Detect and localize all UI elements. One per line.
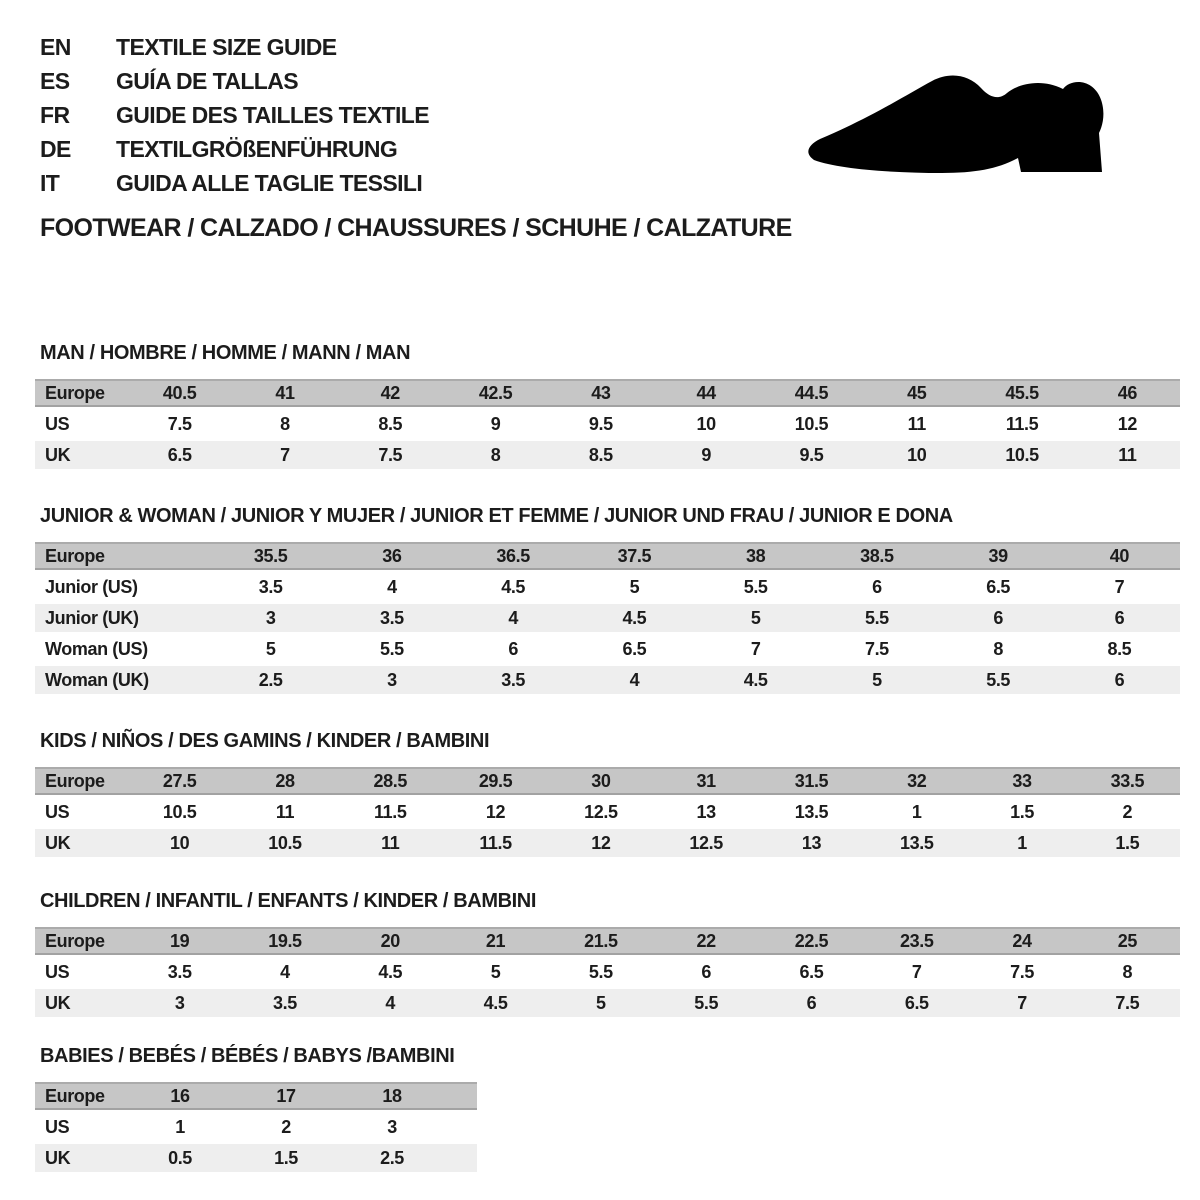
size-value-cell: 8 [490, 445, 501, 465]
size-table-header-row [35, 767, 1180, 795]
row-label-cell: US [45, 802, 70, 822]
guide-title-en: TEXTILE SIZE GUIDE [116, 33, 337, 60]
guide-title-de: TEXTILGRÖßENFÜHRUNG [116, 135, 398, 162]
size-value-cell: 1.5 [274, 1148, 298, 1168]
size-value-cell: 40 [1109, 546, 1129, 566]
size-value-cell: 21 [485, 931, 506, 951]
language-row-it [40, 166, 429, 200]
row-label-cell: Junior (US) [45, 577, 138, 597]
man-section [35, 341, 1180, 472]
size-value-cell: 8.5 [378, 414, 403, 434]
size-value-cell: 9 [490, 414, 501, 434]
size-value-cell: 6 [508, 639, 518, 659]
size-table-row [35, 441, 1180, 469]
row-label-cell: US [45, 414, 70, 434]
language-code: DE [40, 135, 71, 162]
size-value-cell: 25 [1117, 931, 1137, 951]
size-value-cell: 24 [1012, 931, 1032, 951]
size-value-cell: 28 [275, 771, 295, 791]
size-value-cell: 1.5 [1010, 802, 1034, 822]
size-value-cell: 10 [696, 414, 716, 434]
babies-table-title: BABIES / BEBÉS / BÉBÉS / BABYS /BAMBINI [40, 1045, 455, 1067]
size-value-cell: 43 [591, 383, 611, 403]
size-value-cell: 5 [629, 577, 640, 597]
size-value-cell: 1 [1017, 833, 1027, 853]
size-value-cell: 3 [265, 608, 276, 628]
man-table-title: MAN / HOMBRE / HOMME / MANN / MAN [40, 342, 411, 364]
size-value-cell: 11 [907, 414, 926, 434]
size-value-cell: 33 [1012, 771, 1032, 791]
size-value-cell: 6 [1114, 670, 1125, 690]
size-value-cell: 10 [170, 833, 190, 853]
size-value-cell: 38.5 [860, 546, 894, 566]
man-size-table [35, 379, 1180, 469]
size-value-cell: 4 [385, 993, 396, 1013]
size-value-cell: 11.5 [1005, 414, 1039, 434]
row-label-cell: Europe [45, 1086, 105, 1106]
size-value-cell: 31.5 [794, 771, 829, 791]
size-value-cell: 11 [275, 802, 295, 822]
size-table-row [35, 604, 1180, 632]
size-value-cell: 31 [696, 771, 716, 791]
size-value-cell: 2 [1122, 802, 1133, 822]
size-value-cell: 3.5 [501, 670, 526, 690]
size-value-cell: 4 [387, 577, 397, 597]
size-value-cell: 7.5 [378, 445, 403, 465]
size-value-cell: 3 [174, 993, 185, 1013]
size-value-cell: 3 [387, 1117, 397, 1137]
size-value-cell: 4 [508, 608, 518, 628]
size-table-header-row [35, 379, 1180, 407]
size-value-cell: 7.5 [1115, 993, 1140, 1013]
size-value-cell: 8 [993, 639, 1003, 659]
children-section [35, 889, 1180, 1020]
size-value-cell: 3.5 [379, 608, 404, 628]
size-value-cell: 5.5 [743, 577, 768, 597]
size-value-cell: 4 [629, 670, 640, 690]
size-value-cell: 19.5 [268, 931, 302, 951]
size-table-row [35, 989, 1180, 1017]
size-value-cell: 13 [696, 802, 716, 822]
size-value-cell: 6 [1114, 608, 1125, 628]
size-value-cell: 7 [1017, 993, 1027, 1013]
guide-title-es: GUÍA DE TALLAS [116, 67, 298, 94]
size-value-cell: 7.5 [167, 414, 192, 434]
size-value-cell: 6.5 [167, 445, 192, 465]
size-value-cell: 22.5 [794, 931, 829, 951]
size-table-row [35, 635, 1180, 663]
row-label-cell: Woman (UK) [45, 670, 149, 690]
size-value-cell: 36.5 [496, 546, 530, 566]
size-value-cell: 44 [696, 383, 716, 403]
size-value-cell: 5.5 [694, 993, 719, 1013]
size-value-cell: 4.5 [743, 670, 768, 690]
size-value-cell: 1 [175, 1117, 185, 1137]
size-value-cell: 12 [591, 833, 611, 853]
size-value-cell: 38 [746, 546, 766, 566]
size-value-cell: 5 [265, 639, 276, 659]
size-table-row [35, 798, 1180, 826]
size-value-cell: 6 [872, 577, 882, 597]
babies-size-table [35, 1082, 477, 1172]
size-value-cell: 7.5 [864, 639, 889, 659]
size-value-cell: 8 [280, 414, 290, 434]
size-value-cell: 6.5 [986, 577, 1011, 597]
size-value-cell: 5 [750, 608, 761, 628]
size-value-cell: 3 [387, 670, 397, 690]
size-value-cell: 6 [806, 993, 817, 1013]
size-value-cell: 45.5 [1005, 383, 1039, 403]
row-label-cell: US [45, 962, 70, 982]
size-value-cell: 44.5 [794, 383, 829, 403]
size-value-cell: 21.5 [584, 931, 618, 951]
size-table-row [35, 1113, 477, 1141]
size-value-cell: 46 [1117, 383, 1137, 403]
language-code: EN [40, 33, 71, 60]
size-value-cell: 33.5 [1110, 771, 1145, 791]
size-value-cell: 3.5 [258, 577, 283, 597]
size-value-cell: 28.5 [373, 771, 407, 791]
guide-title-fr: GUIDE DES TAILLES TEXTILE [116, 101, 429, 128]
size-value-cell: 7 [280, 445, 290, 465]
size-value-cell: 10.5 [268, 833, 302, 853]
row-label-cell: UK [45, 993, 71, 1013]
size-value-cell: 4.5 [622, 608, 647, 628]
size-value-cell: 36 [382, 546, 402, 566]
size-value-cell: 12.5 [689, 833, 723, 853]
size-value-cell: 0.5 [168, 1148, 192, 1168]
children-size-table [35, 927, 1180, 1017]
size-value-cell: 12.5 [584, 802, 618, 822]
kids-size-table [35, 767, 1180, 857]
language-row-es [40, 64, 429, 98]
size-value-cell: 11.5 [479, 833, 512, 853]
size-value-cell: 29.5 [478, 771, 513, 791]
size-table-row [35, 958, 1180, 986]
size-value-cell: 11 [1118, 445, 1137, 465]
size-value-cell: 13 [801, 833, 822, 853]
size-value-cell: 41 [275, 383, 295, 403]
row-label-cell: UK [45, 1148, 71, 1168]
junior-woman-size-table [35, 542, 1180, 694]
language-row-fr [40, 98, 429, 132]
size-value-cell: 45 [907, 383, 927, 403]
size-value-cell: 5.5 [864, 608, 889, 628]
size-value-cell: 1.5 [1115, 833, 1140, 853]
size-value-cell: 6.5 [799, 962, 824, 982]
size-value-cell: 12 [1117, 414, 1137, 434]
size-value-cell: 10.5 [1005, 445, 1039, 465]
size-value-cell: 7.5 [1010, 962, 1034, 982]
size-value-cell: 9.5 [588, 414, 613, 434]
row-label-cell: Woman (US) [45, 639, 148, 659]
size-value-cell: 5 [596, 993, 606, 1013]
language-code: FR [40, 101, 70, 128]
size-value-cell: 7 [750, 639, 761, 659]
size-value-cell: 10 [907, 445, 927, 465]
size-value-cell: 5.5 [379, 639, 404, 659]
language-row-de [40, 132, 429, 166]
size-value-cell: 2 [281, 1117, 291, 1137]
kids-table-title: KIDS / NIÑOS / DES GAMINS / KINDER / BAMBINI [40, 730, 490, 752]
size-value-cell: 10.5 [162, 802, 197, 822]
language-title-block [40, 30, 429, 200]
size-value-cell: 9 [701, 445, 711, 465]
size-value-cell: 18 [382, 1086, 402, 1106]
size-value-cell: 40.5 [162, 383, 197, 403]
size-table-row [35, 666, 1180, 694]
size-value-cell: 8.5 [588, 445, 613, 465]
category-line: FOOTWEAR / CALZADO / CHAUSSURES / SCHUHE / CALZATURE [40, 214, 792, 242]
size-value-cell: 6 [993, 608, 1003, 628]
size-value-cell: 3.5 [167, 962, 192, 982]
size-table-row [35, 410, 1180, 438]
size-value-cell: 32 [907, 771, 927, 791]
row-label-cell: Europe [45, 546, 105, 566]
size-value-cell: 17 [276, 1086, 296, 1106]
size-value-cell: 4.5 [501, 577, 526, 597]
size-value-cell: 8 [1122, 962, 1133, 982]
junior-woman-section [35, 504, 1180, 697]
size-value-cell: 12 [485, 802, 506, 822]
size-table-row [35, 573, 1180, 601]
size-value-cell: 42 [380, 383, 400, 403]
size-value-cell: 5 [490, 962, 501, 982]
size-value-cell: 11 [381, 833, 400, 853]
size-value-cell: 8.5 [1107, 639, 1132, 659]
size-value-cell: 39 [988, 546, 1008, 566]
size-value-cell: 20 [380, 931, 400, 951]
size-value-cell: 2.5 [380, 1148, 404, 1168]
size-value-cell: 10.5 [794, 414, 829, 434]
children-table-title: CHILDREN / INFANTIL / ENFANTS / KINDER / BAMBINI [40, 890, 536, 912]
row-label-cell: Junior (UK) [45, 608, 139, 628]
size-value-cell: 13.5 [900, 833, 934, 853]
size-value-cell: 23.5 [900, 931, 934, 951]
size-table-header-row [35, 542, 1180, 570]
row-label-cell: Europe [45, 771, 105, 791]
size-value-cell: 9.5 [799, 445, 824, 465]
size-value-cell: 2.5 [258, 670, 283, 690]
size-value-cell: 5.5 [986, 670, 1011, 690]
guide-title-it: GUIDA ALLE TAGLIE TESSILI [116, 169, 423, 196]
size-value-cell: 4.5 [378, 962, 403, 982]
junior-woman-table-title: JUNIOR & WOMAN / JUNIOR Y MUJER / JUNIOR ET FEMME / JUNIOR UND FRAU / JUNIOR E DONA [40, 505, 953, 527]
size-value-cell: 7 [1114, 577, 1125, 597]
size-table-row [35, 829, 1180, 857]
row-label-cell: Europe [45, 931, 105, 951]
size-table-row [35, 1144, 477, 1172]
size-value-cell: 13.5 [794, 802, 829, 822]
size-value-cell: 37.5 [617, 546, 652, 566]
babies-section [35, 1044, 1180, 1175]
size-value-cell: 6.5 [622, 639, 647, 659]
size-value-cell: 6 [701, 962, 711, 982]
row-label-cell: US [45, 1117, 70, 1137]
size-value-cell: 22 [696, 931, 716, 951]
language-row-en [40, 30, 429, 64]
size-value-cell: 35.5 [253, 546, 288, 566]
row-label-cell: UK [45, 833, 71, 853]
size-table-header-row [35, 927, 1180, 955]
language-code: IT [40, 169, 60, 196]
size-value-cell: 6.5 [904, 993, 929, 1013]
size-value-cell: 19 [170, 931, 190, 951]
row-label-cell: Europe [45, 383, 105, 403]
size-value-cell: 4 [280, 962, 290, 982]
kids-section [35, 729, 1180, 860]
size-value-cell: 5.5 [588, 962, 613, 982]
language-code: ES [40, 67, 70, 94]
shoe-silhouette-icon [800, 58, 1140, 186]
size-value-cell: 11.5 [374, 802, 407, 822]
size-value-cell: 5 [872, 670, 882, 690]
size-table-header-row [35, 1082, 477, 1110]
size-value-cell: 1 [911, 802, 922, 822]
size-value-cell: 3.5 [273, 993, 297, 1013]
size-value-cell: 7 [911, 962, 922, 982]
size-value-cell: 30 [591, 771, 611, 791]
size-value-cell: 27.5 [162, 771, 197, 791]
size-value-cell: 16 [170, 1086, 190, 1106]
row-label-cell: UK [45, 445, 71, 465]
size-value-cell: 42.5 [478, 383, 513, 403]
size-value-cell: 4.5 [483, 993, 508, 1013]
